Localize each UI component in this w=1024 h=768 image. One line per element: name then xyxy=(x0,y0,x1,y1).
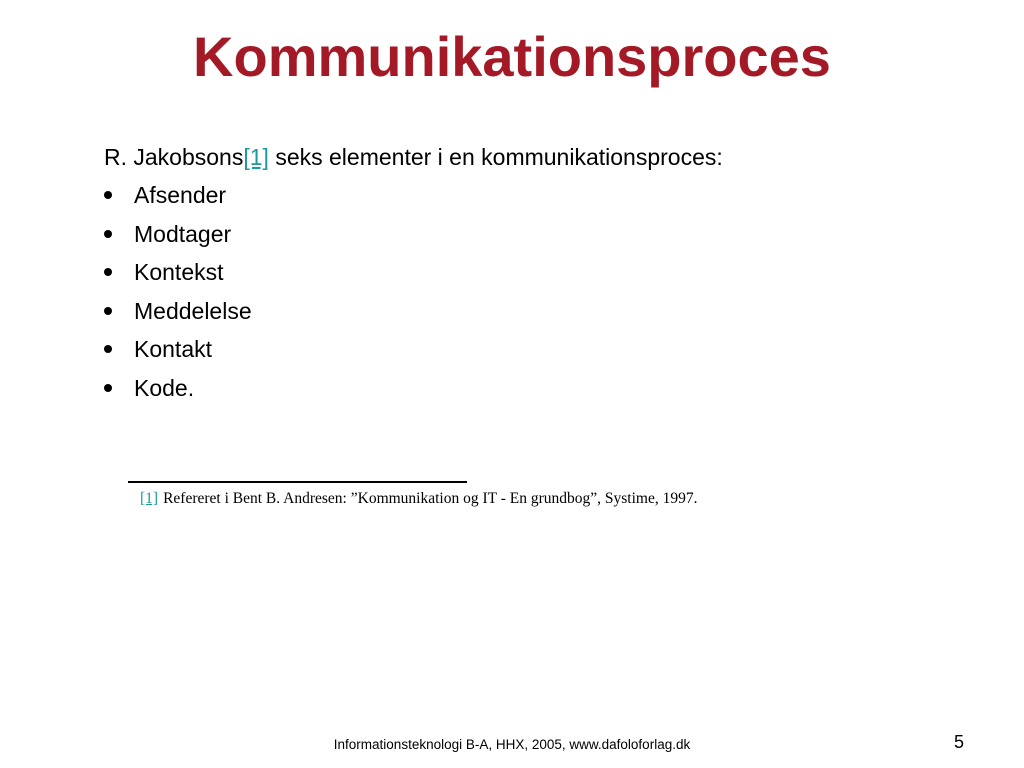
footnote-text: Refereret i Bent B. Andresen: ”Kommunikation og IT - En grundbog”, Systime, 1997. xyxy=(163,490,698,507)
list-item xyxy=(104,334,252,373)
list-item xyxy=(104,373,252,412)
footnote-backlink[interactable]: [1] xyxy=(140,490,159,507)
slide-title: Kommunikationsproces xyxy=(193,25,831,88)
slide-number: 5 xyxy=(953,732,964,752)
list-item-label: Kontekst xyxy=(134,259,224,286)
footnote-divider xyxy=(128,481,467,483)
bullet-icon xyxy=(104,268,112,276)
bullet-icon xyxy=(104,191,112,199)
list-item xyxy=(104,219,252,258)
intro-line xyxy=(104,142,723,172)
footnote-reference-link[interactable]: [1] xyxy=(243,144,269,170)
list-item-label: Meddelelse xyxy=(134,297,252,324)
list-item xyxy=(104,296,252,335)
list-item xyxy=(104,180,252,219)
list-item xyxy=(104,257,252,296)
footnote xyxy=(140,489,697,509)
bullet-icon xyxy=(104,307,112,315)
slide-footer: Informationsteknologi B-A, HHX, 2005, www.dafoloforlag.dk xyxy=(333,737,691,752)
bullet-icon xyxy=(104,230,112,238)
bullet-list xyxy=(104,180,252,412)
list-item-label: Kode. xyxy=(134,374,195,401)
intro-text-before: R. Jakobsons xyxy=(104,144,244,170)
list-item-label: Afsender xyxy=(134,182,227,208)
bullet-icon xyxy=(104,384,112,392)
bullet-icon xyxy=(104,345,112,353)
intro-text-after: seks elementer i en kommunikationsproces: xyxy=(268,144,723,170)
list-item-label: Kontakt xyxy=(134,336,212,363)
list-item-label: Modtager xyxy=(134,220,232,247)
